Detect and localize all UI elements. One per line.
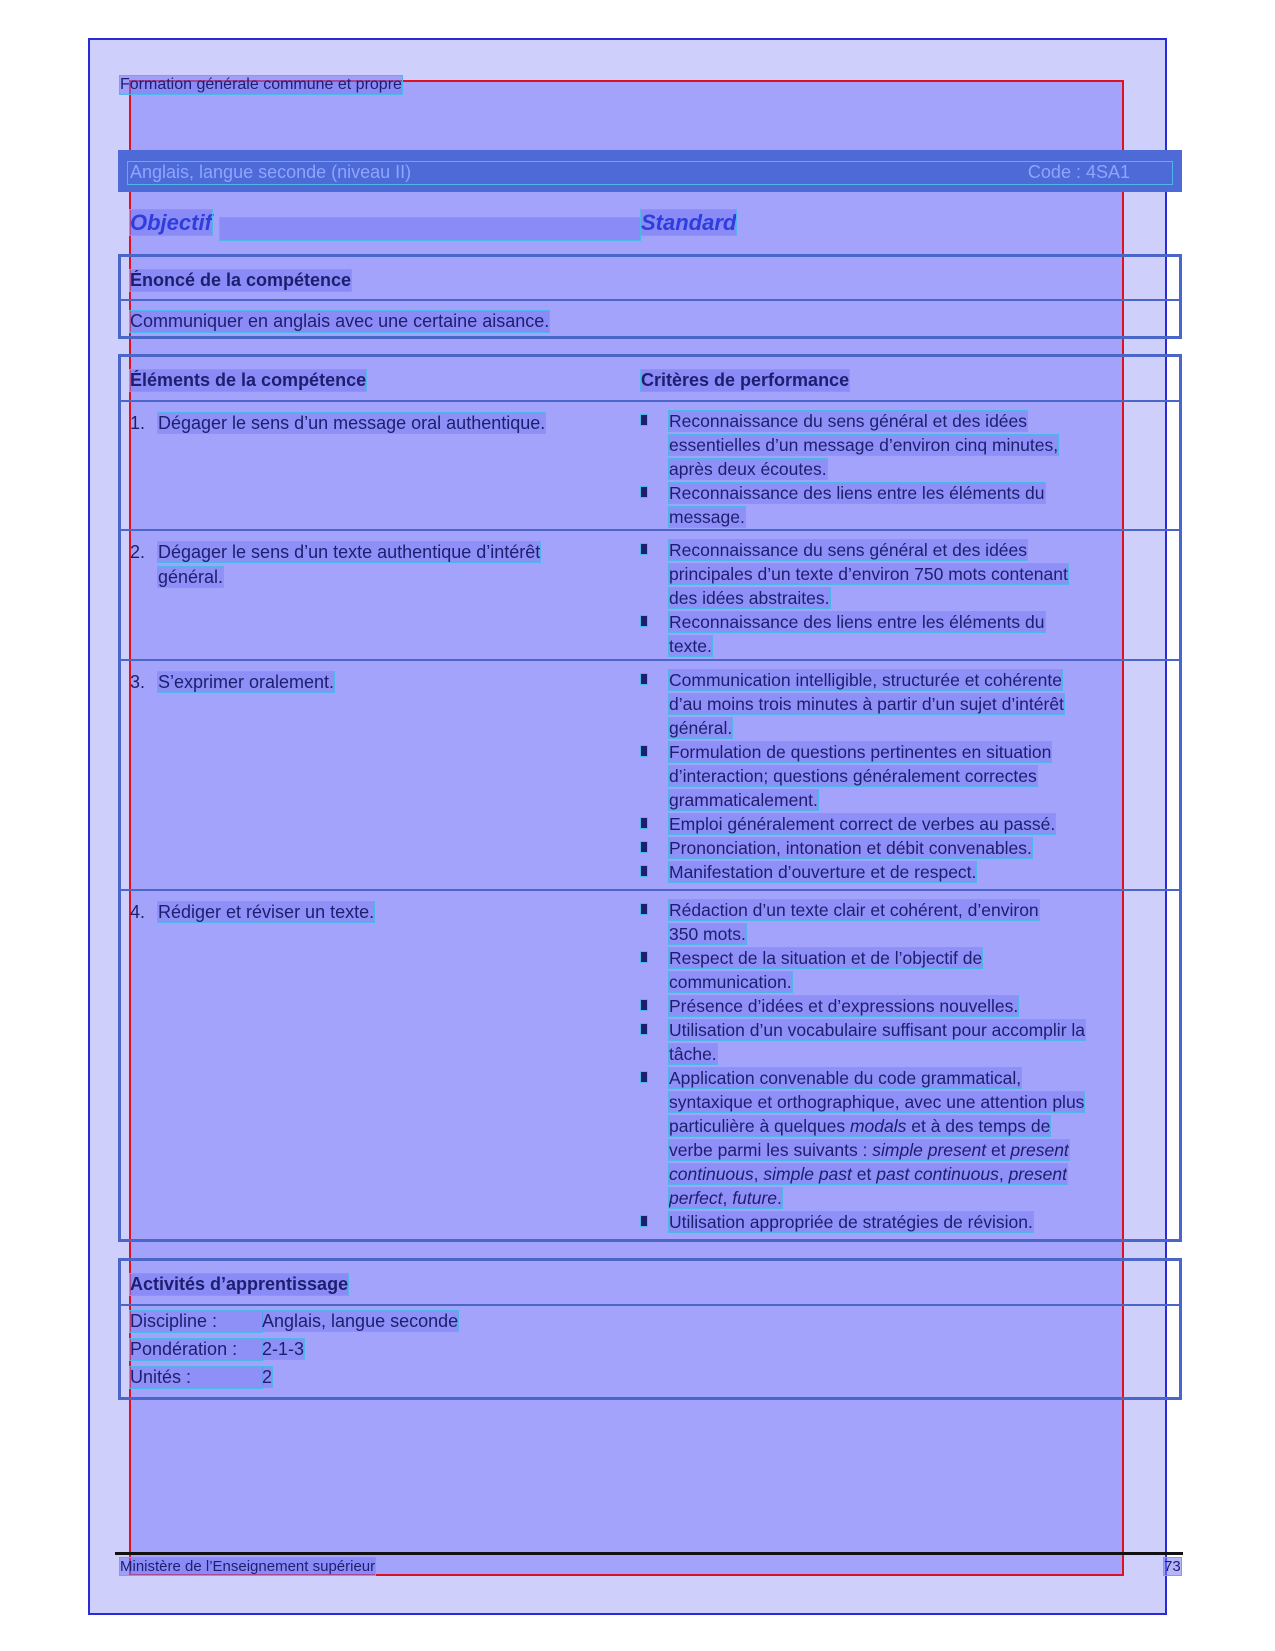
bullet-icon [641, 1000, 647, 1010]
criteria-line: Communication intelligible, structurée et cohérente [669, 670, 1062, 690]
bullet-icon [641, 1024, 647, 1034]
criteria-line: Prononciation, intonation et débit convenables. [669, 838, 1032, 858]
bullet-icon [641, 487, 647, 497]
criteria-item [641, 898, 1161, 946]
criteria-list [641, 538, 1161, 658]
criteria-list [641, 668, 1161, 884]
bullet-icon [641, 904, 647, 914]
criteria-line: Application convenable du code grammatical, [669, 1068, 1022, 1088]
element-number: 1. [130, 413, 146, 433]
criteria-line: 350 mots. [669, 924, 746, 944]
row-divider-2 [118, 659, 1182, 661]
criteria-line: Utilisation d’un vocabulaire suffisant pour accomplir la [669, 1020, 1086, 1040]
criteria-line: Emploi généralement correct de verbes au passé. [669, 814, 1056, 834]
bullet-icon [641, 842, 647, 852]
bullet-icon [641, 818, 647, 828]
criteria-line: continuous, simple past et past continuous, present [669, 1164, 1067, 1184]
bullet-icon [641, 1216, 647, 1226]
criteria-list [641, 898, 1161, 1234]
criteria-line: Reconnaissance des liens entre les éléments du [669, 612, 1045, 632]
bullet-icon [641, 415, 647, 425]
discipline-label: Discipline : [130, 1311, 262, 1332]
criteria-item [641, 812, 1161, 836]
bullet-icon [641, 674, 647, 684]
element-text [130, 670, 620, 695]
criteria-line: des idées abstraites. [669, 588, 830, 608]
criteria-line: Manifestation d’ouverture et de respect. [669, 862, 977, 882]
criteria-item [641, 610, 1161, 658]
activities-heading: Activités d’apprentissage [130, 1274, 349, 1294]
element-1 [130, 411, 620, 436]
element-text [130, 540, 620, 590]
criteria-line: Formulation de questions pertinentes en situation [669, 742, 1052, 762]
element-line: Dégager le sens d’un message oral authentique. [158, 413, 546, 433]
element-3 [130, 670, 620, 695]
course-code: Code : 4SA1 [1027, 162, 1130, 182]
enonce-heading: Énoncé de la compétence [130, 270, 352, 290]
criteria-line: message. [669, 507, 745, 527]
element-line: Dégager le sens d’un texte authentique d’intérêt [158, 542, 541, 562]
standard-heading: Standard [641, 210, 737, 235]
criteria-item [641, 740, 1161, 812]
footer-ministry: Ministère de l’Enseignement supérieur [120, 1558, 376, 1575]
bullet-icon [641, 616, 647, 626]
enonce-text: Communiquer en anglais avec une certaine aisance. [130, 311, 550, 331]
bullet-icon [641, 952, 647, 962]
element-2 [130, 540, 620, 590]
col-criteria-header: Critères de performance [641, 370, 850, 390]
criteria-line: grammaticalement. [669, 790, 818, 810]
criteria-item [641, 409, 1161, 481]
objective-heading: Objectif [130, 210, 212, 235]
bullet-icon [641, 746, 647, 756]
criteria-item [641, 668, 1161, 740]
ponderation-value: 2-1-3 [262, 1339, 305, 1359]
ponderation-row [130, 1339, 304, 1360]
criteria-line: Reconnaissance du sens général et des idées [669, 411, 1028, 431]
criteria-line: après deux écoutes. [669, 459, 827, 479]
unites-value: 2 [262, 1367, 273, 1387]
criteria-item [641, 1018, 1161, 1066]
criteria-item [641, 946, 1161, 994]
criteria-line: d’interaction; questions généralement correctes [669, 766, 1037, 786]
criteria-line: syntaxique et orthographique, avec une attention plus [669, 1092, 1085, 1112]
criteria-line: texte. [669, 636, 712, 656]
table-header-divider [118, 400, 1182, 402]
enonce-divider [118, 299, 1182, 301]
bullet-icon [641, 1072, 647, 1082]
criteria-line: Reconnaissance des liens entre les éléments du [669, 483, 1045, 503]
bullet-icon [641, 866, 647, 876]
criteria-line: particulière à quelques modals et à des temps de [669, 1116, 1051, 1136]
page-number: 73 [1164, 1558, 1181, 1575]
criteria-line: tâche. [669, 1044, 717, 1064]
criteria-line: d’au moins trois minutes à partir d’un sujet d’intérêt [669, 694, 1064, 714]
criteria-line: principales d’un texte d’environ 750 mots contenant [669, 564, 1068, 584]
ponderation-label: Pondération : [130, 1339, 262, 1360]
col-elements-header: Éléments de la compétence [130, 370, 367, 390]
criteria-item [641, 481, 1161, 529]
criteria-line: général. [669, 718, 733, 738]
course-title: Anglais, langue seconde (niveau II) [130, 162, 412, 182]
criteria-line: Présence d’idées et d’expressions nouvelles. [669, 996, 1019, 1016]
element-text [130, 411, 620, 436]
criteria-list [641, 409, 1161, 529]
objective-underline [220, 218, 640, 240]
discipline-row [130, 1311, 458, 1332]
criteria-line: communication. [669, 972, 792, 992]
row-divider-3 [118, 889, 1182, 891]
unites-label: Unités : [130, 1367, 262, 1388]
course-title-bar [118, 150, 1182, 192]
criteria-line: essentielles d’un message d’environ cinq minutes, [669, 435, 1059, 455]
activities-divider [118, 1304, 1182, 1306]
criteria-line: Respect de la situation et de l’objectif de [669, 948, 983, 968]
row-divider-1 [118, 529, 1182, 531]
criteria-line: verbe parmi les suivants : simple present et present [669, 1140, 1069, 1160]
element-line: général. [158, 567, 224, 587]
element-4 [130, 900, 620, 925]
element-text [130, 900, 620, 925]
bullet-icon [641, 544, 647, 554]
discipline-value: Anglais, langue seconde [262, 1311, 459, 1331]
criteria-line: Reconnaissance du sens général et des idées [669, 540, 1028, 560]
criteria-item [641, 538, 1161, 610]
element-number: 4. [130, 902, 146, 922]
element-line: S’exprimer oralement. [158, 672, 335, 692]
criteria-line: Utilisation appropriée de stratégies de révision. [669, 1212, 1033, 1232]
element-line: Rédiger et réviser un texte. [158, 902, 375, 922]
top-label: Formation générale commune et propre [120, 76, 402, 93]
criteria-item [641, 1210, 1161, 1234]
criteria-item [641, 836, 1161, 860]
criteria-item [641, 1066, 1161, 1210]
element-number: 2. [130, 542, 146, 562]
criteria-item [641, 860, 1161, 884]
criteria-line: perfect, future. [669, 1188, 782, 1208]
footer-rule [115, 1552, 1183, 1555]
unites-row [130, 1367, 272, 1388]
criteria-item [641, 994, 1161, 1018]
criteria-line: Rédaction d’un texte clair et cohérent, d’environ [669, 900, 1039, 920]
element-number: 3. [130, 672, 146, 692]
